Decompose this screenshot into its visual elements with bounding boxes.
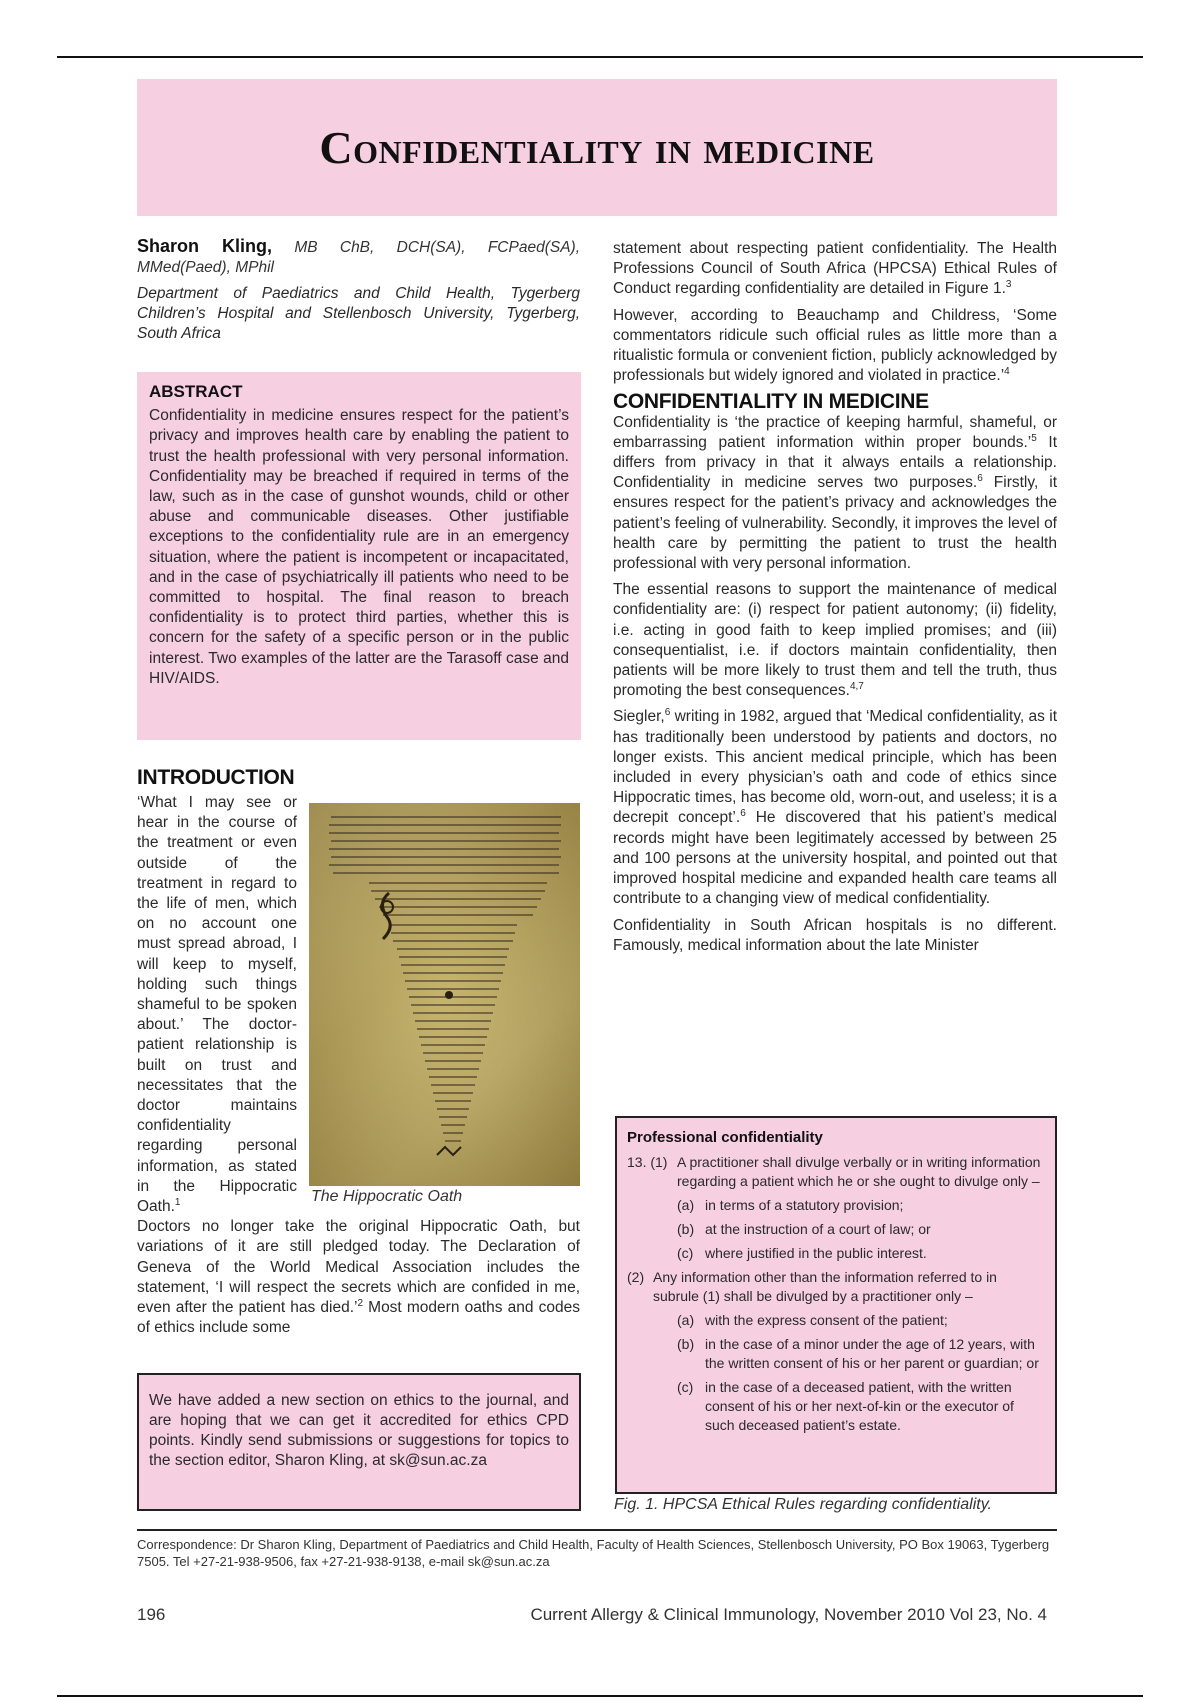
right-paragraph-6: Confidentiality in South African hospitals is no different. Famously, medical information about the late Minister [613, 916, 1057, 954]
paragraph-text: Most modern oaths and codes of ethics include some [137, 1299, 580, 1337]
right-paragraph-1 [613, 239, 1057, 300]
page-number: 196 [137, 1605, 166, 1624]
citation: 3 [1005, 279, 1012, 291]
ethics-note-text: We have added a new section on ethics to the journal, and are hoping that we can get it accredited for ethics CPD points. Kindly send submissions or suggestions for topics to the section editor, Sharon Kling, at sk@sun.ac.za [149, 1392, 569, 1469]
confidentiality-heading: CONFIDENTIALITY IN MEDICINE [613, 390, 929, 414]
right-paragraph-3 [613, 413, 1057, 575]
rule-number: (c) [677, 1245, 694, 1261]
paragraph-text: Firstly, it ensures respect for the patient’s privacy and acknowledges the patient’s feeling of vulnerability. Secondly, it improves the level of health care by permitting the patient to trust the health professional with very personal information. [613, 474, 1058, 573]
citation: 6 [740, 808, 746, 820]
rule-13-1-c [627, 1244, 1045, 1263]
paragraph-text: However, according to Beauchamp and Childress, ‘Some commentators ridicule such official rules as little more than a ritualistic formula or convenient fiction, publicly acknowledged by professionals but widely ignored and violated in practice.’ [613, 306, 1057, 385]
paragraph-text: The essential reasons to support the maintenance of medical confidentiality are: (i) respect for patient autonomy; (ii) fidelity, i.e. acting in good faith to keep implied promises; and (iii) consequentialist, i.e. if doctors maintain confidentiality, then patients will be more likely to trust them and tell the truth, thus promoting the best consequences. [613, 581, 1057, 700]
rule-number: (a) [677, 1197, 695, 1213]
paragraph-text: Confidentiality is ‘the practice of keeping harmful, shameful, or embarrassing patient information within proper bounds.’ [613, 413, 1057, 451]
citation: 6 [664, 707, 671, 719]
rule-number: (2) [627, 1269, 645, 1285]
citation: 4,7 [849, 681, 864, 693]
paragraph-text: Siegler, [613, 708, 665, 726]
paragraph-text: He discovered that his patient’s medical records might have been legitimately accessed by between 25 and 100 persons at the university hospital, and pointed out that improved hospital medicine and expanded health care teams all contribute to a changing view of medical confidentiality. [613, 809, 1057, 908]
rule-2-c [627, 1378, 1045, 1435]
hippocratic-oath-image [309, 803, 580, 1186]
rule-text: A practitioner shall divulge verbally or in writing information regarding a patient which he or she ought to divulge only – [677, 1154, 1041, 1189]
citation: 1 [174, 1196, 181, 1208]
paragraph-text: statement about respecting patient confidentiality. The Health Professions Council of South Africa (HPCSA) Ethical Rules of Conduct regarding confidentiality are detailed in Figure 1. [613, 240, 1057, 298]
citation: 2 [357, 1297, 364, 1309]
bottom-rule [57, 1695, 1143, 1697]
figure-1-caption: Fig. 1. HPCSA Ethical Rules regarding confidentiality. [614, 1496, 992, 1513]
citation: 5 [1031, 432, 1037, 444]
rule-text: in the case of a deceased patient, with the written consent of his or her next-of-kin or the executor of such deceased patient’s estate. [705, 1379, 1014, 1433]
author-block [137, 236, 580, 350]
rule-number: (b) [677, 1336, 695, 1352]
correspondence-rule [137, 1529, 1057, 1531]
rule-2-a [627, 1311, 1045, 1330]
author-degrees: MB ChB, DCH(SA), FCPaed(SA), MMed(Paed), MPhil [137, 239, 580, 276]
rule-2 [627, 1268, 1045, 1306]
author-affiliation: Department of Paediatrics and Child Health, Tygerberg Children’s Hospital and Stellenbosch University, Tygerberg, South Africa [137, 285, 580, 342]
abstract-heading: ABSTRACT [149, 382, 243, 401]
title-banner [137, 79, 1057, 216]
author-line [137, 236, 580, 278]
citation: 6 [977, 473, 983, 485]
rule-text: in the case of a minor under the age of 12 years, with the written consent of his or her parent or guardian; or [705, 1336, 1039, 1371]
abstract-box [137, 372, 581, 740]
journal-citation: Current Allergy & Clinical Immunology, November 2010 Vol 23, No. 4 [530, 1605, 1047, 1624]
manuscript-illustration [309, 803, 580, 1186]
ethics-section-note [137, 1373, 581, 1511]
rule-number: (b) [677, 1221, 695, 1237]
author-name: Sharon Kling, [137, 236, 272, 256]
right-paragraph-2 [613, 306, 1057, 387]
introduction-wrapped-paragraph [137, 793, 297, 1217]
rule-text: at the instruction of a court of law; or [705, 1221, 931, 1237]
right-paragraph-5 [613, 707, 1057, 909]
rule-number: (a) [677, 1312, 695, 1328]
citation: 4 [1004, 366, 1010, 378]
top-rule [57, 56, 1143, 58]
rule-13-1-b [627, 1220, 1045, 1239]
rule-text: with the express consent of the patient; [705, 1312, 948, 1328]
rule-number: 13. (1) [627, 1154, 668, 1170]
right-paragraph-4 [613, 580, 1057, 701]
abstract-text: Confidentiality in medicine ensures respect for the patient’s privacy and improves health care by enabling the patient to trust the health professional with very personal information. Confidentiality may be breached if required in terms of the law, such as in the case of gunshot wounds, child or other abuse and communicable diseases. Other justifiable exceptions to the confidentiality rule are in an emergency situation, where the patient is incompetent or incapacitated, and in the case of psychiatrically ill patients who need to be committed to hospital. The final reason to breach confidentiality is to protect third parties, whether this is concern for the safety of a specific person or in the public interest. Two examples of the latter are the Tarasoff case and HIV/AIDS. [149, 407, 569, 687]
rule-13-1 [627, 1153, 1045, 1191]
oath-quote: ‘What I may see or hear in the course of the treatment or even outside of the treatment in regard to the life of men, which on no account one must spread abroad, I will keep to myself, holding such things shameful to be spoken about.’ The doctor-patient relationship is built on trust and necessitates that the doctor maintains confidentiality regarding personal information, as stated in the Hippocratic Oath. [137, 794, 297, 1216]
figure-caption: The Hippocratic Oath [311, 1188, 463, 1205]
paragraph-text: Doctors no longer take the original Hippocratic Oath, but variations of it are still pledged today. The Declaration of Geneva of the World Medical Association includes the statement, ‘I will respect the secrets which are confided in me, even after the patient has died.’ [137, 1218, 580, 1317]
introduction-heading: INTRODUCTION [137, 766, 295, 789]
article-title: Confidentiality in medicine [319, 122, 875, 173]
paragraph-text: It differs from privacy in that it always entails a relationship. Confidentiality in medicine serves two purposes. [613, 433, 1058, 492]
rule-text: in terms of a statutory provision; [705, 1197, 904, 1213]
rule-text: Any information other than the information referred to in subrule (1) shall be divulged by a practitioner only – [653, 1269, 997, 1304]
paragraph-text: writing in 1982, argued that ‘Medical confidentiality, as it has traditionally been understood by patients and doctors, no longer exists. This ancient medical principle, which has been included in every physician’s oath and code of ethics since Hippocratic times, has become old, worn-out, and useless; it is a decrepit concept’. [613, 708, 1057, 827]
rule-2-b [627, 1335, 1045, 1373]
rule-text: where justified in the public interest. [705, 1245, 927, 1261]
rule-number: (c) [677, 1379, 694, 1395]
introduction-paragraph-2 [137, 1217, 580, 1338]
rule-13-1-a [627, 1196, 1045, 1215]
rules-heading: Professional confidentiality [627, 1129, 823, 1146]
hpcsa-rules-box [615, 1116, 1057, 1494]
right-column [613, 239, 1057, 962]
correspondence: Correspondence: Dr Sharon Kling, Department of Paediatrics and Child Health, Faculty of Health Sciences, Stellenbosch University, PO Box 19063, Tygerberg 7505. Tel +27-21-938-9506, fax +27-21-938-9138, e-mail sk@sun.ac.za [137, 1537, 1050, 1569]
